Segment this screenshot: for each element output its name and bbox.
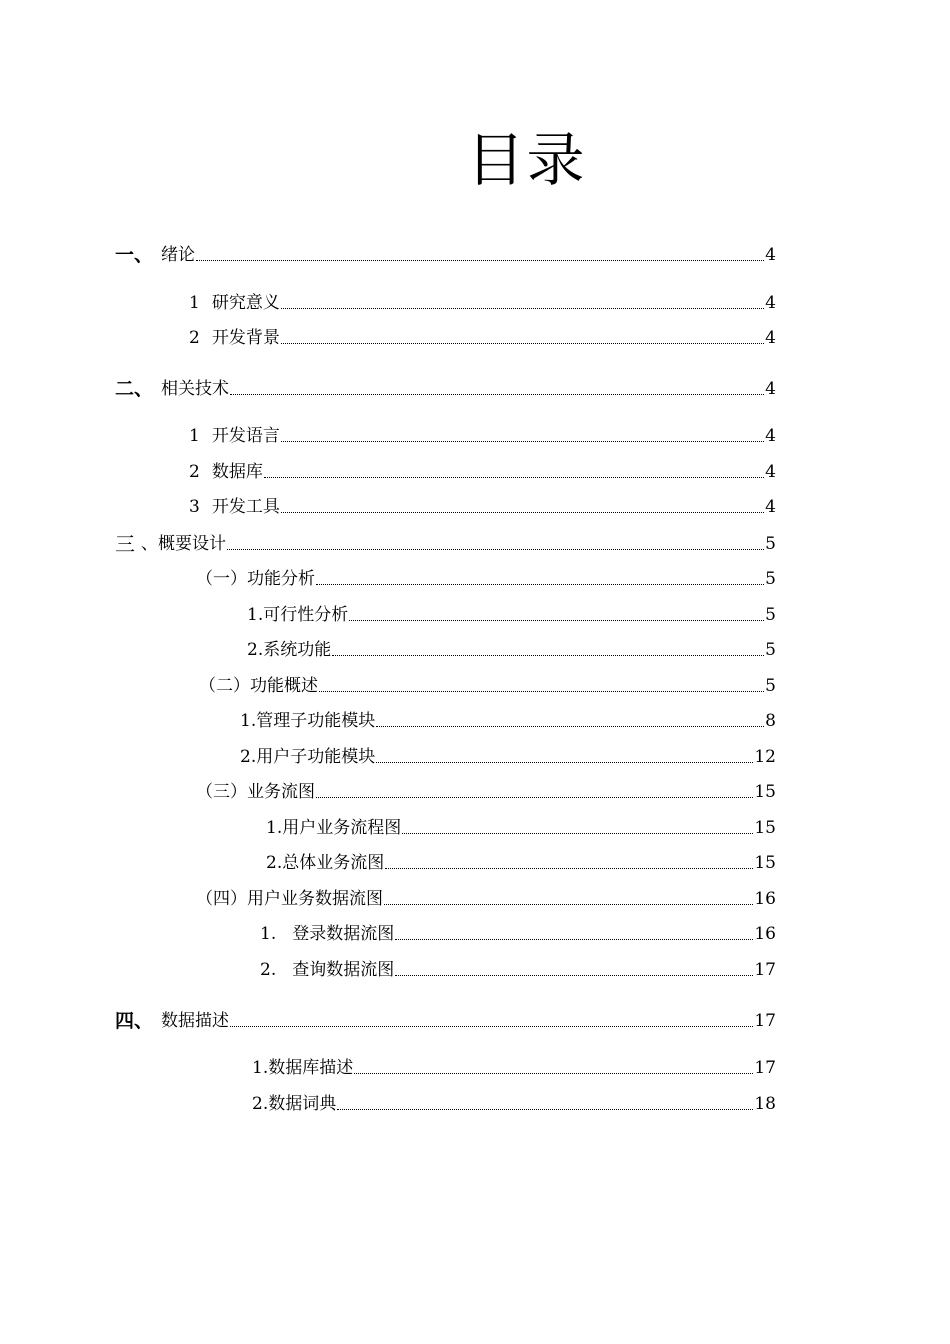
toc-entry-3-a-1[interactable] xyxy=(247,600,776,626)
toc-dot-leader xyxy=(319,675,764,697)
toc-entry-2-2[interactable] xyxy=(189,457,776,483)
toc-entry-4-2[interactable] xyxy=(252,1089,776,1115)
toc-page-number: 5 xyxy=(765,676,776,696)
toc-entry-number: 1 xyxy=(189,293,200,313)
toc-entry-3-a-2[interactable] xyxy=(247,635,776,661)
toc-entry-label: 绪论 xyxy=(161,245,196,265)
toc-dot-leader xyxy=(227,533,764,555)
toc-entry-4-1[interactable] xyxy=(252,1053,776,1079)
toc-page-number: 4 xyxy=(765,293,776,313)
toc-page-number: 16 xyxy=(754,889,776,909)
toc-dot-leader xyxy=(384,888,753,910)
toc-page-number: 8 xyxy=(765,711,776,731)
toc-entry-3-c[interactable] xyxy=(196,777,776,803)
toc-page-number: 17 xyxy=(754,960,776,980)
toc-entry-3-d-2[interactable] xyxy=(260,955,776,981)
toc-entry-label: 数据库 xyxy=(211,462,263,482)
toc-page-number: 4 xyxy=(765,245,776,265)
toc-dot-leader xyxy=(196,244,764,266)
toc-dot-leader xyxy=(354,1057,753,1079)
toc-entry-label: 登录数据流图 xyxy=(292,924,395,944)
toc-page-number: 12 xyxy=(754,747,776,767)
toc-entry-1-2[interactable] xyxy=(189,323,776,349)
toc-entry-label: 2.总体业务流图 xyxy=(266,853,385,873)
toc-chapter-number: 一、 xyxy=(115,244,154,266)
toc-entry-chapter-3[interactable] xyxy=(115,529,776,555)
toc-dot-leader xyxy=(376,746,753,768)
toc-dot-leader xyxy=(395,959,753,981)
toc-entry-label: 2.系统功能 xyxy=(247,640,332,660)
toc-page-number: 15 xyxy=(754,853,776,873)
toc-dot-leader xyxy=(230,378,764,400)
toc-chapter-number: 四、 xyxy=(115,1010,154,1032)
toc-page-number: 5 xyxy=(765,534,776,554)
toc-entry-label: 1.数据库描述 xyxy=(252,1058,354,1078)
toc-entry-number: 1. xyxy=(260,924,277,944)
toc-entry-2-3[interactable] xyxy=(189,492,776,518)
toc-entry-label: （一）功能分析 xyxy=(196,569,315,589)
toc-dot-leader xyxy=(316,568,764,590)
toc-dot-leader xyxy=(395,923,753,945)
toc-page-number: 15 xyxy=(754,818,776,838)
toc-entry-number: 1 xyxy=(189,426,200,446)
toc-dot-leader xyxy=(281,327,764,349)
toc-dot-leader xyxy=(281,292,764,314)
toc-entry-2-1[interactable] xyxy=(189,421,776,447)
toc-page-number: 4 xyxy=(765,497,776,517)
toc-dot-leader xyxy=(376,710,764,732)
toc-entry-number: 2 xyxy=(189,462,200,482)
toc-entry-number: 3 xyxy=(189,497,200,517)
toc-entry-label: （四）用户业务数据流图 xyxy=(196,889,383,909)
toc-entry-label: 开发背景 xyxy=(211,328,280,348)
toc-entry-label: （二）功能概述 xyxy=(199,676,318,696)
toc-dot-leader xyxy=(337,1093,753,1115)
toc-page-number: 4 xyxy=(765,426,776,446)
toc-entry-chapter-4[interactable] xyxy=(115,1006,776,1032)
toc-dot-leader xyxy=(264,461,764,483)
toc-entry-3-d[interactable] xyxy=(196,884,776,910)
toc-dot-leader xyxy=(402,817,753,839)
toc-entry-label: 2.数据词典 xyxy=(252,1094,337,1114)
toc-entry-3-c-2[interactable] xyxy=(266,848,776,874)
toc-page-number: 5 xyxy=(765,640,776,660)
toc-entry-label: 数据描述 xyxy=(161,1011,230,1031)
page-title: 目录 xyxy=(466,126,587,194)
toc-entry-label: 开发语言 xyxy=(211,426,280,446)
toc-page-number: 17 xyxy=(754,1058,776,1078)
toc-page-number: 16 xyxy=(754,924,776,944)
toc-entry-label: 研究意义 xyxy=(211,293,280,313)
toc-page-number: 17 xyxy=(754,1011,776,1031)
toc-entry-chapter-1[interactable] xyxy=(115,240,776,266)
toc-page-number: 5 xyxy=(765,569,776,589)
toc-dot-leader xyxy=(332,639,764,661)
toc-entry-3-b-2[interactable] xyxy=(240,742,776,768)
toc-page-number: 4 xyxy=(765,462,776,482)
toc-dot-leader xyxy=(385,852,753,874)
toc-dot-leader xyxy=(230,1010,753,1032)
toc-entry-label: 2.用户子功能模块 xyxy=(240,747,376,767)
toc-dot-leader xyxy=(316,781,753,803)
toc-entry-label: 1.可行性分析 xyxy=(247,605,349,625)
toc-page-number: 5 xyxy=(765,605,776,625)
toc-chapter-number: 二、 xyxy=(115,378,154,400)
toc-entry-3-d-1[interactable] xyxy=(260,919,776,945)
toc-dot-leader xyxy=(349,604,764,626)
toc-entry-label: 相关技术 xyxy=(161,379,230,399)
toc-entry-label: 开发工具 xyxy=(211,497,280,517)
toc-entry-label: （三）业务流图 xyxy=(196,782,315,802)
toc-chapter-number: 三 xyxy=(115,532,135,556)
toc-entry-label: 查询数据流图 xyxy=(292,960,395,980)
toc-entry-3-b[interactable] xyxy=(199,671,776,697)
toc-entry-label: 1.用户业务流程图 xyxy=(266,818,402,838)
toc-dot-leader xyxy=(281,425,764,447)
toc-dot-leader xyxy=(281,496,764,518)
toc-entry-number: 2. xyxy=(260,960,277,980)
toc-page-number: 4 xyxy=(765,328,776,348)
toc-page-number: 4 xyxy=(765,379,776,399)
toc-entry-chapter-2[interactable] xyxy=(115,374,776,400)
toc-page-number: 18 xyxy=(754,1094,776,1114)
toc-entry-number: 2 xyxy=(189,328,200,348)
toc-entry-label: 1.管理子功能模块 xyxy=(240,711,376,731)
toc-entry-3-a[interactable] xyxy=(196,564,776,590)
toc-entry-1-1[interactable] xyxy=(189,288,776,314)
toc-entry-label: 、概要设计 xyxy=(141,534,226,554)
toc-entry-3-c-1[interactable] xyxy=(266,813,776,839)
toc-entry-3-b-1[interactable] xyxy=(240,706,776,732)
toc-page-number: 15 xyxy=(754,782,776,802)
